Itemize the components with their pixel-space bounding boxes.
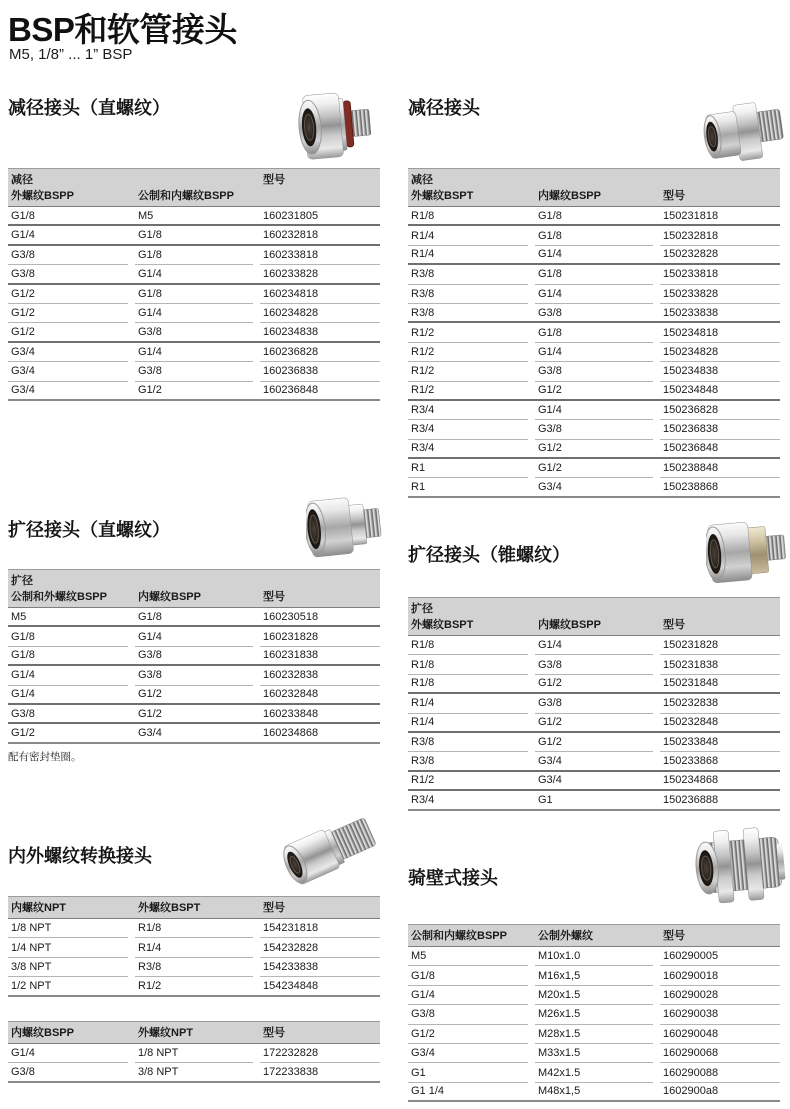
section-heading-reducer-taper: 减径接头 bbox=[408, 98, 480, 118]
table-cell: G3/4 bbox=[538, 774, 562, 787]
table-cell: 160232838 bbox=[260, 666, 380, 685]
column-header: 减径 bbox=[11, 174, 33, 186]
table-row bbox=[8, 1044, 380, 1063]
table-row bbox=[8, 323, 380, 342]
table-cell: 172233838 bbox=[263, 1066, 319, 1079]
bulkhead-fitting-photo bbox=[694, 820, 790, 908]
taper-reducer-fitting-photo bbox=[702, 92, 788, 168]
table-cell: R1/8 bbox=[408, 655, 528, 674]
table-row bbox=[408, 246, 780, 265]
column-header: 内螺纹NPT bbox=[11, 902, 66, 914]
table-cell: G1/2 bbox=[535, 733, 653, 752]
table-cell: R1/2 bbox=[411, 774, 435, 787]
header-row bbox=[8, 900, 380, 916]
column-header: 型号 bbox=[663, 190, 685, 202]
table-row bbox=[8, 1063, 380, 1082]
column-header: 外螺纹BSPT bbox=[138, 902, 201, 914]
column-header bbox=[260, 188, 380, 204]
table-cell: R3/4 bbox=[408, 401, 528, 420]
header-row bbox=[8, 172, 380, 188]
table-row bbox=[408, 382, 780, 401]
table-cell: 1602900a8 bbox=[663, 1085, 719, 1098]
table-cell: R1/4 bbox=[408, 694, 528, 713]
table-cell: 160232818 bbox=[263, 229, 319, 242]
table-cell: 160290088 bbox=[660, 1063, 780, 1082]
straight-reducer-fitting-photo bbox=[298, 86, 374, 164]
table-cell: G1/4 bbox=[538, 248, 562, 261]
table-cell: 160233848 bbox=[263, 707, 319, 720]
table-cell: 1/4 NPT bbox=[8, 938, 128, 957]
table-cell: 3/8 NPT bbox=[138, 1066, 179, 1079]
table-cell: 160236838 bbox=[260, 362, 380, 381]
column-header: 型号 bbox=[663, 930, 685, 942]
table-cell: M26x1.5 bbox=[535, 1005, 653, 1024]
table-cell: 160236828 bbox=[260, 343, 380, 362]
table-cell: 160231838 bbox=[263, 649, 319, 662]
table-cell: R1/4 bbox=[411, 716, 435, 729]
table-cell: G1/8 bbox=[535, 323, 653, 342]
table-row bbox=[408, 420, 780, 439]
table-row bbox=[8, 958, 380, 977]
header-row bbox=[8, 573, 380, 589]
table-cell: R1/2 bbox=[408, 362, 528, 381]
table-cell: G1/2 bbox=[11, 727, 35, 740]
table-cell: G1/4 bbox=[535, 636, 653, 655]
table-row bbox=[408, 1005, 780, 1024]
table-row bbox=[408, 401, 780, 420]
table-cell: M16x1,5 bbox=[535, 966, 653, 985]
table-header bbox=[408, 924, 780, 947]
table-cell: 3/8 NPT bbox=[8, 958, 128, 977]
npt-adapter-fitting-photo bbox=[282, 804, 382, 888]
table-cell: G1/8 bbox=[408, 966, 528, 985]
table-cell: G3/4 bbox=[408, 1044, 528, 1063]
table-cell: G1/8 bbox=[135, 285, 253, 304]
table-cell: R3/8 bbox=[408, 265, 528, 284]
table-cell: G1 bbox=[538, 793, 553, 806]
table-cell: 160234828 bbox=[260, 304, 380, 323]
column-header: 内螺纹BSPP bbox=[538, 190, 601, 202]
table-cell: G1/2 bbox=[538, 677, 562, 690]
table-cell: 150231848 bbox=[663, 677, 719, 690]
table-cell: M5 bbox=[11, 610, 27, 623]
table-cell: G3/8 bbox=[135, 666, 253, 685]
column-header bbox=[535, 601, 660, 617]
table-row bbox=[408, 226, 780, 245]
table-row bbox=[8, 226, 380, 245]
table-row bbox=[408, 440, 780, 459]
table-cell: G1/2 bbox=[11, 326, 35, 339]
table-reducer-straight bbox=[8, 168, 380, 401]
table-cell: G1/4 bbox=[138, 267, 162, 280]
table-cell: 160231805 bbox=[263, 209, 319, 222]
table-row bbox=[8, 343, 380, 362]
table-cell: G1/4 bbox=[535, 401, 653, 420]
table-cell: 160230518 bbox=[263, 610, 319, 623]
table-cell: G3/8 bbox=[11, 707, 35, 720]
table-reducer-taper bbox=[408, 168, 780, 498]
table-cell: 160236848 bbox=[263, 384, 319, 397]
table-cell: 172232828 bbox=[260, 1044, 380, 1063]
table-cell: 150238848 bbox=[660, 459, 780, 478]
table-cell: 150233868 bbox=[663, 755, 719, 768]
table-cell: M5 bbox=[138, 209, 154, 222]
table-cell: 160231828 bbox=[260, 627, 380, 646]
table-row bbox=[408, 1063, 780, 1082]
table-cell: 150236848 bbox=[663, 442, 719, 455]
table-row bbox=[408, 207, 780, 226]
table-cell: R3/4 bbox=[408, 420, 528, 439]
table-cell: 150231828 bbox=[660, 636, 780, 655]
table-cell: R1/4 bbox=[135, 938, 253, 957]
table-row bbox=[408, 1025, 780, 1044]
table-cell: 160234838 bbox=[263, 326, 319, 339]
table-row bbox=[8, 382, 380, 401]
column-header bbox=[260, 573, 380, 589]
column-header: 型号 bbox=[263, 902, 285, 914]
column-header: 内螺纹BSPP bbox=[138, 591, 201, 603]
section-heading-expander-straight: 扩径接头（直螺纹） bbox=[8, 520, 170, 540]
table-row bbox=[408, 772, 780, 791]
table-cell: G1/8 bbox=[538, 209, 562, 222]
table-cell: G1/4 bbox=[408, 986, 528, 1005]
table-row bbox=[8, 304, 380, 323]
table-cell: G3/8 bbox=[138, 649, 162, 662]
table-cell: 160234818 bbox=[260, 285, 380, 304]
column-header: 外螺纹BSPT bbox=[411, 619, 474, 631]
table-cell: R3/4 bbox=[411, 793, 435, 806]
section-heading-reducer-straight: 减径接头（直螺纹） bbox=[8, 98, 170, 118]
table-cell: 160234868 bbox=[263, 727, 319, 740]
table-row bbox=[8, 627, 380, 646]
table-row bbox=[408, 752, 780, 771]
column-header: 内螺纹BSPP bbox=[538, 619, 601, 631]
table-cell: G1/4 bbox=[535, 285, 653, 304]
column-header bbox=[660, 601, 780, 617]
table-cell: G1/8 bbox=[138, 229, 162, 242]
table-cell: G3/4 bbox=[8, 343, 128, 362]
table-row bbox=[8, 919, 380, 938]
table-cell: 1/2 NPT bbox=[11, 979, 52, 992]
table-row bbox=[8, 666, 380, 685]
table-cell: G3/8 bbox=[11, 267, 35, 280]
table-cell: G1/2 bbox=[538, 442, 562, 455]
column-header: 外螺纹BSPP bbox=[11, 190, 74, 202]
column-header: 外螺纹BSPT bbox=[411, 190, 474, 202]
table-row bbox=[408, 733, 780, 752]
section-heading-thread-adapter: 内外螺纹转换接头 bbox=[8, 846, 152, 866]
column-header: 型号 bbox=[263, 591, 285, 603]
table-row bbox=[408, 655, 780, 674]
table-cell: G1/4 bbox=[11, 688, 35, 701]
table-row bbox=[408, 1083, 780, 1102]
table-cell: R1/8 bbox=[411, 677, 435, 690]
table-npt-female bbox=[8, 896, 380, 997]
table-cell: 1/8 NPT bbox=[135, 1044, 253, 1063]
table-cell: 150236888 bbox=[663, 793, 719, 806]
table-cell: R3/8 bbox=[408, 733, 528, 752]
table-cell: M20x1.5 bbox=[535, 986, 653, 1005]
column-header: 公制和外螺纹BSPP bbox=[11, 591, 107, 603]
table-row bbox=[408, 478, 780, 497]
table-cell: 150232828 bbox=[663, 248, 719, 261]
column-header: 型号 bbox=[263, 1027, 285, 1039]
table-row bbox=[408, 966, 780, 985]
table-cell: G1 bbox=[408, 1063, 528, 1082]
table-cell: 150232848 bbox=[663, 716, 719, 729]
table-cell: G3/8 bbox=[8, 246, 128, 265]
column-header bbox=[660, 172, 780, 188]
table-cell: M33x1.5 bbox=[535, 1044, 653, 1063]
header-row bbox=[408, 601, 780, 617]
table-cell: 160290028 bbox=[660, 986, 780, 1005]
table-row bbox=[8, 608, 380, 627]
table-cell: 160290048 bbox=[660, 1025, 780, 1044]
table-cell: G3/8 bbox=[535, 694, 653, 713]
table-cell: G1/2 bbox=[138, 384, 162, 397]
table-cell: G1/2 bbox=[8, 304, 128, 323]
table-row bbox=[8, 724, 380, 743]
table-cell: G1/4 bbox=[11, 229, 35, 242]
table-cell: 1/8 NPT bbox=[8, 919, 128, 938]
table-cell: 150233828 bbox=[660, 285, 780, 304]
taper-expander-fitting-photo bbox=[706, 516, 790, 588]
table-cell: R1/8 bbox=[411, 209, 435, 222]
table-cell: 160232848 bbox=[263, 688, 319, 701]
column-header: 公制外螺纹 bbox=[538, 930, 593, 942]
table-cell: 150238868 bbox=[663, 481, 719, 494]
seal-washer-note: 配有密封垫圈。 bbox=[8, 751, 82, 763]
table-cell: 160290018 bbox=[660, 966, 780, 985]
table-cell: G1 1/4 bbox=[411, 1085, 445, 1098]
table-expander-taper bbox=[408, 597, 780, 811]
column-header: 减径 bbox=[411, 174, 433, 186]
table-cell: 160233828 bbox=[263, 267, 319, 280]
table-header bbox=[408, 597, 780, 636]
header-row bbox=[408, 172, 780, 188]
table-cell: 150231818 bbox=[663, 209, 719, 222]
column-header: 型号 bbox=[263, 174, 285, 186]
table-cell: 150231838 bbox=[660, 655, 780, 674]
table-cell: G3/4 bbox=[538, 481, 562, 494]
column-header: 公制和内螺纹BSPP bbox=[411, 930, 507, 942]
column-header: 扩径 bbox=[11, 575, 33, 587]
table-cell: 154231818 bbox=[260, 919, 380, 938]
header-row bbox=[408, 617, 780, 633]
table-cell: G1/2 bbox=[535, 459, 653, 478]
table-row bbox=[408, 636, 780, 655]
table-cell: R1/2 bbox=[408, 323, 528, 342]
table-cell: G1/2 bbox=[538, 716, 562, 729]
table-cell: G3/8 bbox=[535, 655, 653, 674]
table-cell: R3/8 bbox=[135, 958, 253, 977]
table-cell: 160290068 bbox=[660, 1044, 780, 1063]
table-row bbox=[8, 977, 380, 996]
table-cell: G1/8 bbox=[535, 265, 653, 284]
table-cell: G1/4 bbox=[135, 343, 253, 362]
column-header: 型号 bbox=[663, 619, 685, 631]
table-cell: R3/8 bbox=[411, 306, 435, 319]
table-cell: R1/8 bbox=[408, 636, 528, 655]
table-cell: G1/2 bbox=[408, 1025, 528, 1044]
table-cell: G1/8 bbox=[11, 649, 35, 662]
table-cell: R1/4 bbox=[408, 226, 528, 245]
table-cell: 150234828 bbox=[660, 343, 780, 362]
table-bulkhead bbox=[408, 924, 780, 1102]
table-cell: G3/8 bbox=[408, 1005, 528, 1024]
table-cell: G1/2 bbox=[138, 688, 162, 701]
table-cell: G3/8 bbox=[538, 306, 562, 319]
header-row bbox=[8, 589, 380, 605]
table-row bbox=[8, 207, 380, 226]
table-row bbox=[408, 986, 780, 1005]
table-cell: G1/8 bbox=[8, 627, 128, 646]
table-cell: G3/8 bbox=[11, 1066, 35, 1079]
table-cell: 150233838 bbox=[663, 306, 719, 319]
table-cell: 150233848 bbox=[660, 733, 780, 752]
table-cell: M10x1.0 bbox=[535, 947, 653, 966]
table-header bbox=[8, 896, 380, 919]
table-cell: 150236828 bbox=[660, 401, 780, 420]
column-header: 内螺纹BSPP bbox=[11, 1027, 74, 1039]
column-header: 外螺纹NPT bbox=[138, 1027, 193, 1039]
page-title: BSP和软管接头 bbox=[8, 11, 237, 48]
table-cell: G3/8 bbox=[135, 362, 253, 381]
table-row bbox=[408, 947, 780, 966]
table-cell: G3/4 bbox=[8, 362, 128, 381]
table-cell: G3/8 bbox=[138, 326, 162, 339]
table-cell: G1/2 bbox=[538, 384, 562, 397]
table-expander-straight bbox=[8, 569, 380, 744]
table-cell: M48x1,5 bbox=[538, 1085, 581, 1098]
table-row bbox=[8, 938, 380, 957]
column-header bbox=[535, 172, 660, 188]
table-cell: 150232838 bbox=[660, 694, 780, 713]
table-cell: G1/8 bbox=[135, 246, 253, 265]
table-cell: M42x1.5 bbox=[535, 1063, 653, 1082]
table-header bbox=[8, 1021, 380, 1044]
table-cell: G1/4 bbox=[8, 1044, 128, 1063]
table-cell: M5 bbox=[408, 947, 528, 966]
table-cell: R1/4 bbox=[411, 248, 435, 261]
table-row bbox=[408, 362, 780, 381]
table-cell: G1/4 bbox=[135, 304, 253, 323]
page-subtitle: M5, 1/8” ... 1” BSP bbox=[9, 46, 133, 63]
table-row bbox=[408, 714, 780, 733]
table-row bbox=[408, 694, 780, 713]
table-cell: G1/2 bbox=[8, 285, 128, 304]
table-row bbox=[408, 343, 780, 362]
table-row bbox=[408, 323, 780, 342]
header-row bbox=[8, 1025, 380, 1041]
table-cell: R1 bbox=[408, 459, 528, 478]
table-row bbox=[8, 246, 380, 265]
table-cell: 150234868 bbox=[663, 774, 719, 787]
column-header bbox=[135, 172, 260, 188]
straight-expander-fitting-photo bbox=[306, 490, 382, 562]
table-cell: R1/8 bbox=[135, 919, 253, 938]
table-row bbox=[8, 265, 380, 284]
column-header: 公制和内螺纹BSPP bbox=[138, 190, 234, 202]
table-cell: G3/8 bbox=[535, 362, 653, 381]
table-row bbox=[8, 647, 380, 666]
table-row bbox=[8, 705, 380, 724]
table-row bbox=[408, 285, 780, 304]
table-header bbox=[408, 168, 780, 207]
table-row bbox=[408, 675, 780, 694]
table-cell: 150232818 bbox=[660, 226, 780, 245]
table-cell: 150234848 bbox=[663, 384, 719, 397]
table-cell: G3/4 bbox=[11, 384, 35, 397]
table-cell: 150233818 bbox=[660, 265, 780, 284]
table-cell: 154232828 bbox=[260, 938, 380, 957]
table-row bbox=[408, 459, 780, 478]
column-header: 扩径 bbox=[411, 603, 433, 615]
table-header bbox=[8, 569, 380, 608]
header-row bbox=[8, 188, 380, 204]
table-cell: G1/4 bbox=[535, 343, 653, 362]
table-cell: R3/8 bbox=[408, 285, 528, 304]
table-cell: R1/2 bbox=[138, 979, 162, 992]
column-header bbox=[135, 573, 260, 589]
table-cell: G3/4 bbox=[138, 727, 162, 740]
table-cell: R1/2 bbox=[408, 343, 528, 362]
section-heading-expander-taper: 扩径接头（锥螺纹） bbox=[408, 545, 570, 565]
table-cell: G1/4 bbox=[135, 627, 253, 646]
table-header bbox=[8, 168, 380, 207]
table-row bbox=[8, 285, 380, 304]
header-row bbox=[408, 928, 780, 944]
table-cell: R1 bbox=[411, 481, 426, 494]
table-cell: G1/8 bbox=[11, 209, 35, 222]
table-row bbox=[408, 265, 780, 284]
table-cell: 154233838 bbox=[260, 958, 380, 977]
table-cell: 160233818 bbox=[260, 246, 380, 265]
table-cell: 160290005 bbox=[660, 947, 780, 966]
header-row bbox=[408, 188, 780, 204]
table-cell: 160290038 bbox=[660, 1005, 780, 1024]
table-cell: G1/8 bbox=[138, 610, 162, 623]
table-cell: G3/4 bbox=[538, 755, 562, 768]
table-row bbox=[8, 362, 380, 381]
table-cell: 150234838 bbox=[660, 362, 780, 381]
table-cell: 154234848 bbox=[263, 979, 319, 992]
table-cell: G3/8 bbox=[535, 420, 653, 439]
table-row bbox=[408, 1044, 780, 1063]
table-cell: R1/2 bbox=[411, 384, 435, 397]
table-cell: 150236838 bbox=[660, 420, 780, 439]
table-cell: R3/8 bbox=[411, 755, 435, 768]
table-cell: M28x1.5 bbox=[535, 1025, 653, 1044]
section-heading-bulkhead: 骑壁式接头 bbox=[408, 868, 498, 888]
table-npt-male bbox=[8, 1021, 380, 1083]
table-row bbox=[8, 686, 380, 705]
table-cell: G1/2 bbox=[138, 707, 162, 720]
table-cell: R3/4 bbox=[411, 442, 435, 455]
table-cell: G1/8 bbox=[535, 226, 653, 245]
table-row bbox=[408, 304, 780, 323]
table-cell: 150234818 bbox=[660, 323, 780, 342]
table-cell: G1/4 bbox=[8, 666, 128, 685]
table-row bbox=[408, 791, 780, 810]
